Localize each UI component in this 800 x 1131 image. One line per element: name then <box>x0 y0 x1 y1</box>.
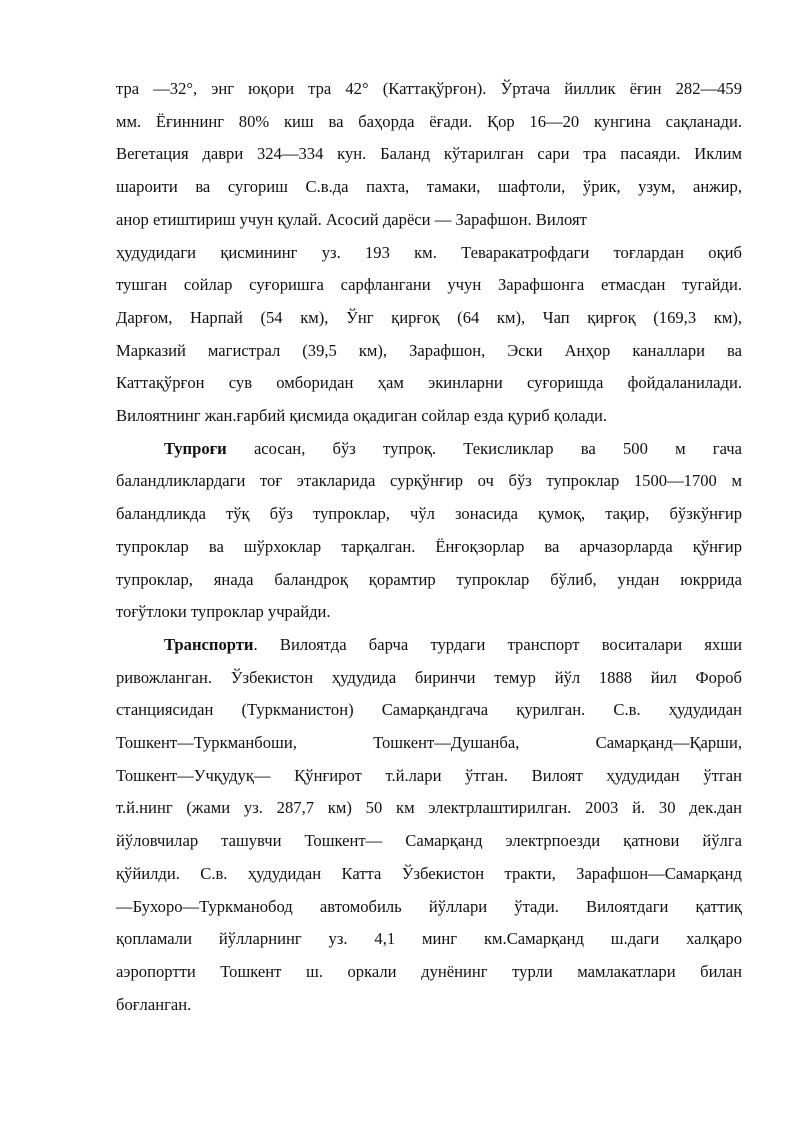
text-line: анор етиштириш учун қулай. Асосий дарёси — Зарафшон. Вилоят <box>116 209 587 229</box>
section-heading-soils: Тупроғи <box>164 438 227 458</box>
text-line: тоғўтлоки тупроклар учрайди. <box>116 602 331 622</box>
text-run: асосан, бўз тупроқ. Текисликлар ва 500 м гача <box>253 438 742 458</box>
text-line: йўловчилар ташувчи Тошкент— Самарқанд электрпоезди қатнови йўлга <box>116 831 742 851</box>
text-line-first <box>116 629 742 662</box>
text-line: қўйилди. С.в. ҳудудидан Катта Ўзбекистон тракти, Зарафшон—Самарқанд <box>116 863 742 883</box>
heading-punctuation: . <box>253 634 258 654</box>
text-line: Вилоятнинг жан.ғарбий қисмида оқадиган сойлар езда қуриб қолади. <box>116 406 608 426</box>
text-line: шароити ва сугориш С.в.да пахта, тамаки, шафтоли, ўрик, узум, анжир, <box>116 177 742 197</box>
text-line: қопламали йўлларнинг уз. 4,1 минг км.Самарқанд ш.даги халқаро <box>116 929 742 949</box>
paragraph-climate <box>116 73 742 433</box>
text-line: тупроклар, янада баландроқ қорамтир тупроклар бўлиб, ундан юкррида <box>116 569 742 589</box>
text-line: т.й.нинг (жами уз. 287,7 км) 50 км электрлаштирилган. 2003 й. 30 дек.дан <box>116 798 742 818</box>
section-heading-transport: Транспорти <box>164 634 254 654</box>
text-line: Каттақўрғон сув омборидан ҳам экинларни суғоришда фойдаланилади. <box>116 373 742 393</box>
text-line: ҳудудидаги қисмининг уз. 193 км. Теваракатрофдаги тоғлардан оқиб <box>116 242 742 262</box>
text-line-first <box>116 433 742 466</box>
text-line: аэропортти Тошкент ш. оркали дунёнинг турли мамлакатлари билан <box>116 961 742 981</box>
text-run: Вилоятда барча турдаги транспорт воситалари яхши <box>279 634 742 654</box>
paragraph-transport <box>116 629 742 1021</box>
text-line: тупроклар ва шўрхоклар тарқалган. Ёнғоқзорлар ва арчазорларда қўнғир <box>116 536 742 556</box>
text-line: —Бухоро—Туркманобод автомобиль йўллари ўтади. Вилоятдаги қаттиқ <box>116 896 742 916</box>
text-line: ривожланган. Ўзбекистон ҳудудида биринчи темур йўл 1888 йил Фороб <box>116 667 742 687</box>
text-line: Тошкент—Туркманбоши, Тошкент—Душанба, Самарқанд—Қарши, <box>116 733 742 753</box>
text-line: станциясидан (Туркманистон) Самарқандгача қурилган. С.в. ҳудудидан <box>116 700 742 720</box>
text-line: баландликлардаги тоғ этакларида сурқўнғир оч бўз тупроклар 1500—1700 м <box>116 471 742 491</box>
text-line: тра —32°, энг юқори тра 42° (Каттақўрғон). Ўртача йиллик ёғин 282—459 <box>116 79 742 98</box>
text-line: баландликда тўқ бўз тупроклар, чўл зонасида қумоқ, тақир, бўзкўнғир <box>116 504 742 524</box>
text-line: мм. Ёғиннинг 80% киш ва баҳорда ёғади. Қор 16—20 кунгина сақланади. <box>116 111 742 131</box>
text-line: боғланган. <box>116 994 192 1014</box>
paragraph-soils <box>116 433 742 629</box>
text-line: тушган сойлар суғоришга сарфлангани учун Зарафшонга етмасдан тугайди. <box>116 275 742 295</box>
text-line: Марказий магистрал (39,5 км), Зарафшон, Эски Анҳор каналлари ва <box>116 340 742 360</box>
text-line: Тошкент—Учқудуқ— Қўнғирот т.й.лари ўтган. Вилоят ҳудудидан ўтган <box>116 765 742 785</box>
text-line: Вегетация даври 324—334 кун. Баланд кўтарилган сари тра пасаяди. Иклим <box>116 144 742 164</box>
text-line: Дарғом, Нарпай (54 км), Ўнг қирғоқ (64 км), Чап қирғоқ (169,3 км), <box>116 307 742 327</box>
